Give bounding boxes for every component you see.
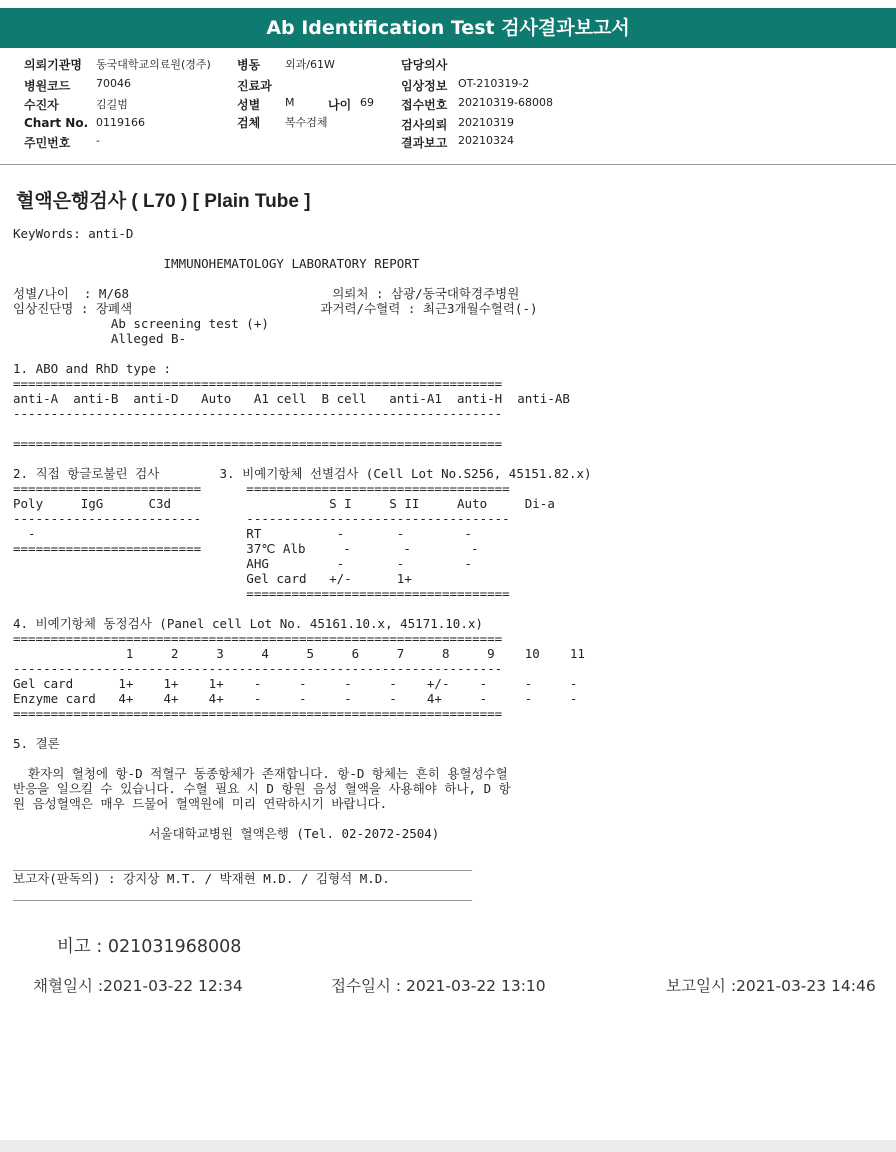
bottom-band [0, 1140, 896, 1152]
footer-reported-datetime: 보고일시 :2021-03-23 14:46 [666, 977, 876, 995]
header-label: Chart No. [24, 116, 89, 130]
header-label: 검사의뢰 [401, 118, 448, 132]
header-value: 20210319 [458, 116, 514, 129]
header-label: 검체 [237, 116, 261, 130]
header-value: - [96, 134, 100, 147]
header-label: 진료과 [237, 79, 272, 93]
footer-note: 비고 : 021031968008 [57, 937, 242, 957]
header-value: 69 [360, 96, 374, 109]
header-label: 성별 [237, 98, 261, 112]
lab-report-body: KeyWords: anti-D IMMUNOHEMATOLOGY LABORATORY REPORT 성별/나이 : M/68 의뢰처 : 삼광/동국대학경주병원 임상진단명 : 장폐색 과거력/수혈력 : 최근3개월수혈력(-) Ab screening test (+) Alleged B- 1. ABO and RhD type : ================================================================= anti-A anti-B anti-D Auto A1 cell B cell anti-A1 anti-H anti-AB ----------------------------------------------------------------- ================================================================= 2. 직접 항글로불린 검사 3. 비예기항체 선별검사 (Cell Lot No.S256, 45151.82.x) ========================= =================================== Poly IgG C3d S I S II Auto Di-a ------------------------- ----------------------------------- - RT - - - ========================= 37℃ Alb - - - AHG - - - Gel card +/- 1+ =================================== 4. 비예기항체 동정검사 (Panel cell Lot No. 45161.10.x, 45171.10.x) ================================================================= 1 2 3 4 5 6 7 8 9 10 11 ----------------------------------------------------------------- Gel card 1+ 1+ 1+ - - - - +/- - - - Enzyme card 4+ 4+ 4+ - - - - 4+ - - - ================================================================= 5. 결론 환자의 혈청에 항-D 적혈구 동종항체가 존재합니다. 항-D 항체는 흔히 용혈성수혈 반응을 일으킬 수 있습니다. 수혈 필요 시 D 항원 음성 혈액을 사용해야 하나, D 항 원 음성혈액은 매우 드물어 혈액원에 미리 연락하시기 바랍니다. 서울대학교병원 혈액은행 (Tel. 02-2072-2504) _____________________________________________________________ 보고자(판독의) : 강지상 M.T. / 박재현 M.D. / 김형석 M.D. _____________________________________________________________ [13, 226, 592, 901]
header-label: 접수번호 [401, 98, 448, 112]
report-banner-title: Ab Identification Test 검사결과보고서 [0, 8, 896, 48]
header-label: 수진자 [24, 98, 59, 112]
section-title: 혈액은행검사 ( L70 ) [ Plain Tube ] [16, 191, 311, 212]
header-value: 0119166 [96, 116, 145, 129]
header-value: 김길범 [96, 98, 128, 111]
footer-received-datetime: 접수일시 : 2021-03-22 13:10 [331, 977, 546, 995]
header-value: 20210324 [458, 134, 514, 147]
header-label: 의뢰기관명 [24, 58, 82, 72]
header-label: 병원코드 [24, 79, 71, 93]
header-value: 복수검체 [285, 116, 328, 129]
header-value: 70046 [96, 77, 131, 90]
header-value: M [285, 96, 295, 109]
header-value: 20210319-68008 [458, 96, 553, 109]
header-value: 외과/61W [285, 58, 335, 71]
header-label: 나이 [328, 98, 352, 112]
header-value: 동국대학교의료원(경주) [96, 58, 211, 71]
header-label: 임상정보 [401, 79, 448, 93]
header-label: 담당의사 [401, 58, 448, 72]
header-value: OT-210319-2 [458, 77, 530, 90]
header-label: 주민번호 [24, 136, 71, 150]
header-label: 병동 [237, 58, 261, 72]
header-label: 결과보고 [401, 136, 448, 150]
footer-collected-datetime: 채혈일시 :2021-03-22 12:34 [33, 977, 243, 995]
header-divider [0, 164, 896, 165]
